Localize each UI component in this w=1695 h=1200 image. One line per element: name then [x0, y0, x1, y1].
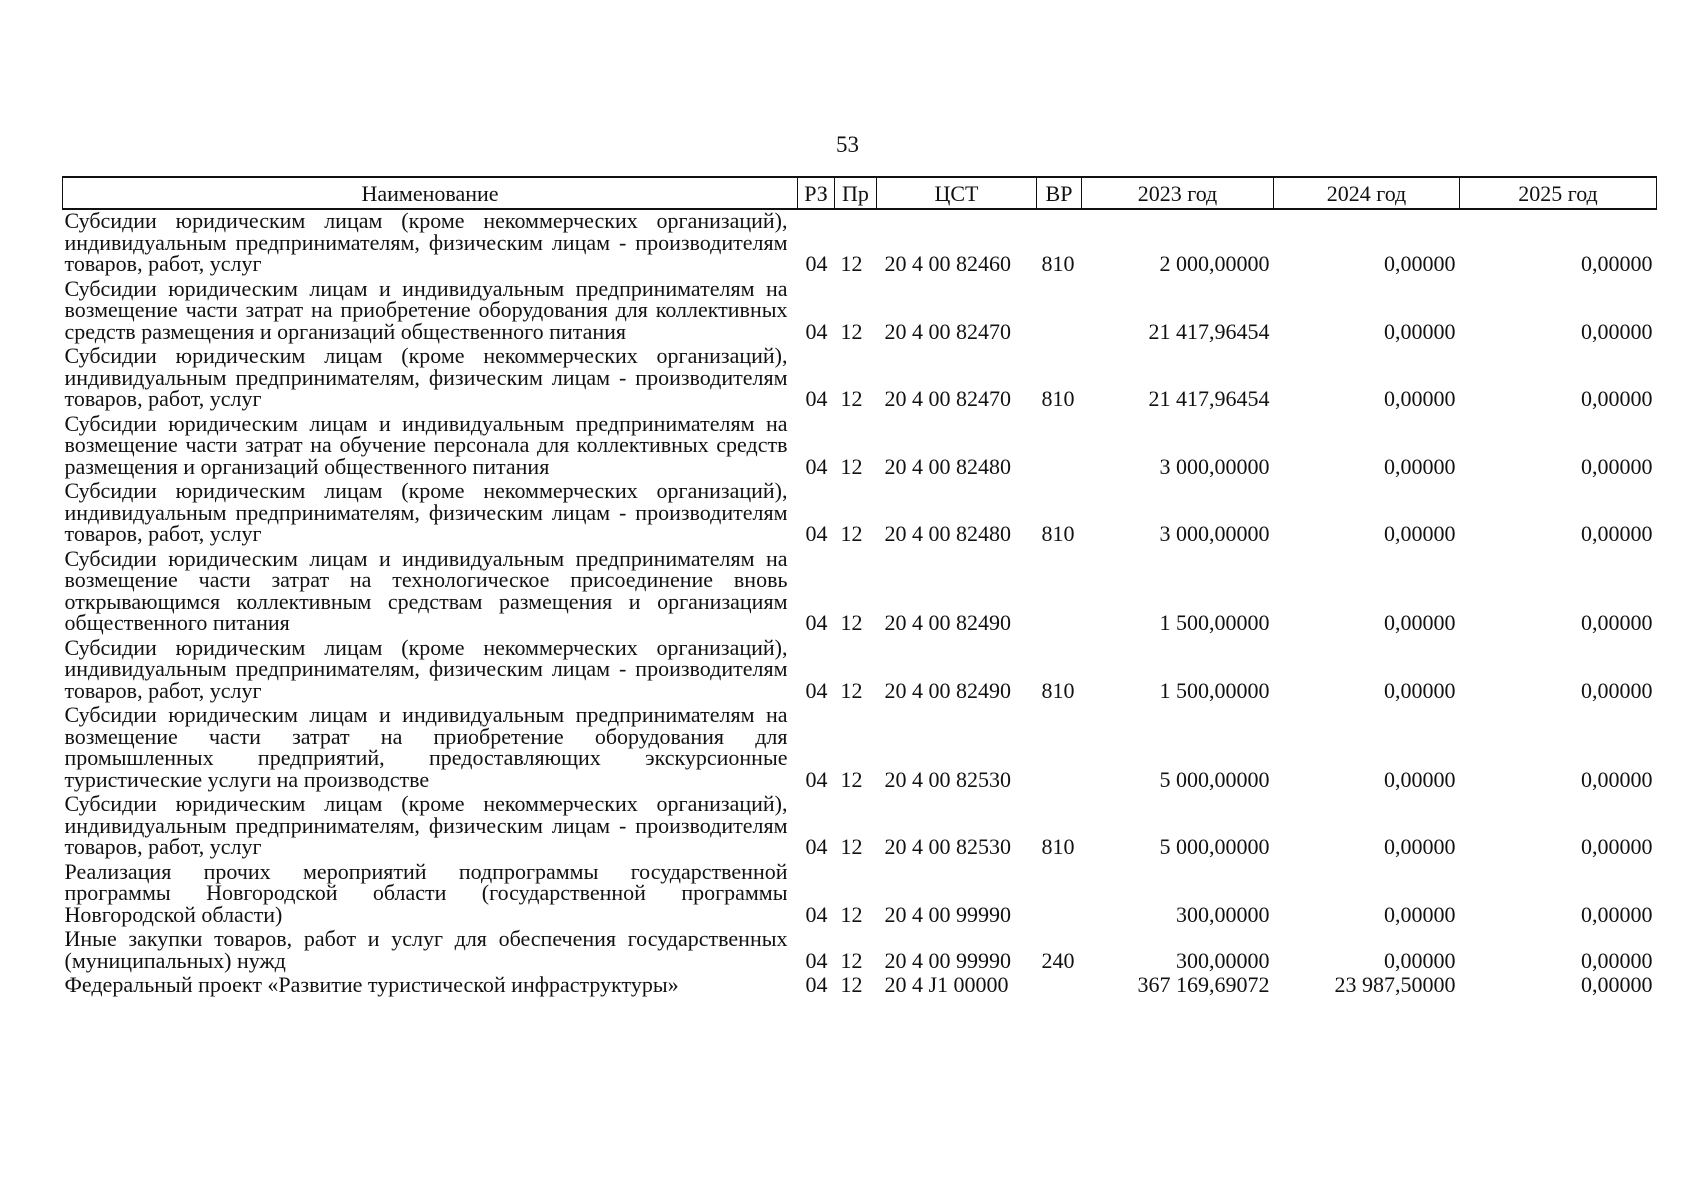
- cell-2023: 1 500,00000: [1159, 610, 1270, 635]
- table-row: [63, 413, 1657, 481]
- cell-2025: 0,00000: [1581, 947, 1653, 973]
- cell-pr: 12: [840, 947, 863, 973]
- cell-vr: 240: [1041, 947, 1075, 973]
- cell-2023: 1 500,00000: [1159, 677, 1270, 703]
- cell-name: Субсидии юридическим лицам (кроме некоммерческих организаций), индивидуальным предпринимателям, физическим лицам - производителям товаров, работ, услуг: [64, 791, 788, 859]
- cell-pr: 12: [840, 901, 863, 927]
- cell-vr: [1037, 704, 1082, 793]
- cell-pr: 12: [840, 386, 863, 411]
- cell-2023: 2 000,00000: [1159, 251, 1270, 276]
- cell-rz: 04: [805, 901, 828, 927]
- cell-2025: 0,00000: [1581, 453, 1653, 479]
- cell-rz: 04: [805, 386, 828, 411]
- table-row: [63, 974, 1657, 999]
- table-row: [63, 345, 1657, 413]
- cell-cst: 20 4 00 99990: [884, 901, 1011, 927]
- cell-2024: 0,00000: [1384, 521, 1456, 546]
- table-row: [63, 278, 1657, 346]
- cell-name: Федеральный проект «Развитие туристической инфраструктуры»: [64, 972, 679, 997]
- cell-vr: 810: [1041, 677, 1075, 703]
- cell-2023: 300,00000: [1176, 947, 1270, 973]
- cell-2025: 0,00000: [1581, 834, 1653, 859]
- table-row: [63, 637, 1657, 705]
- cell-2025: 0,00000: [1581, 251, 1653, 276]
- cell-2025: 0,00000: [1581, 318, 1653, 344]
- cell-name: Реализация прочих мероприятий подпрограммы государственной программы Новгородской области (государственной программы Новгородской области): [64, 858, 788, 927]
- cell-2023: 3 000,00000: [1159, 521, 1270, 546]
- cell-name: Субсидии юридическим лицам и индивидуальным предпринимателям на возмещение части затрат на технологическое присоединение вновь открывающимся коллективным средствам размещения и организациям общественного питания: [64, 545, 788, 635]
- cell-rz: 04: [805, 251, 828, 276]
- header-2024: 2024 год: [1274, 177, 1460, 209]
- cell-rz: 04: [805, 766, 828, 792]
- header-2023: 2023 год: [1082, 177, 1274, 209]
- header-pr: Пр: [835, 177, 877, 209]
- cell-cst: 20 4 00 82480: [884, 521, 1011, 546]
- cell-rz: 04: [805, 453, 828, 479]
- cell-vr: [1037, 861, 1082, 929]
- cell-name: Субсидии юридическим лицам и индивидуальным предпринимателям на возмещение части затрат на обучение персонала для коллективных средств размещения и организаций общественного питания: [64, 410, 788, 479]
- cell-2023: 3 000,00000: [1159, 453, 1270, 479]
- cell-vr: 810: [1041, 834, 1075, 859]
- cell-pr: 12: [840, 834, 863, 859]
- cell-2025: 0,00000: [1581, 901, 1653, 927]
- cell-2025: 0,00000: [1581, 766, 1653, 792]
- cell-cst: 20 4 00 82470: [884, 386, 1011, 411]
- cell-pr: 12: [840, 318, 863, 344]
- cell-cst: 20 4 00 82530: [884, 766, 1011, 792]
- table-body: [63, 209, 1657, 999]
- cell-2023: 21 417,96454: [1148, 386, 1270, 411]
- cell-2024: 0,00000: [1384, 834, 1456, 859]
- cell-2023: 367 169,69072: [1137, 972, 1270, 997]
- cell-vr: 810: [1041, 386, 1075, 411]
- budget-table: [62, 176, 1657, 999]
- cell-2024: 0,00000: [1384, 766, 1456, 792]
- cell-2023: 300,00000: [1176, 901, 1270, 927]
- cell-2024: 0,00000: [1384, 453, 1456, 479]
- cell-2024: 0,00000: [1384, 386, 1456, 411]
- cell-cst: 20 4 00 82530: [884, 834, 1011, 859]
- cell-vr: 810: [1041, 251, 1075, 276]
- cell-rz: 04: [805, 318, 828, 344]
- cell-cst: 20 4 J1 00000: [884, 972, 1009, 997]
- cell-2025: 0,00000: [1581, 610, 1653, 635]
- table-row: [63, 861, 1657, 929]
- cell-2025: 0,00000: [1581, 521, 1653, 546]
- cell-2024: 0,00000: [1384, 318, 1456, 344]
- cell-2025: 0,00000: [1581, 386, 1653, 411]
- table-row: [63, 704, 1657, 793]
- cell-2024: 0,00000: [1384, 610, 1456, 635]
- cell-2025: 0,00000: [1581, 677, 1653, 703]
- cell-name: Субсидии юридическим лицам (кроме некоммерческих организаций), индивидуальным предпринимателям, физическим лицам - производителям товаров, работ, услуг: [64, 478, 788, 546]
- table-row: [63, 793, 1657, 861]
- cell-rz: 04: [805, 610, 828, 635]
- cell-name: Субсидии юридическим лицам (кроме некоммерческих организаций), индивидуальным предпринимателям, физическим лицам - производителям товаров, работ, услуг: [64, 208, 788, 276]
- cell-2023: 5 000,00000: [1159, 834, 1270, 859]
- cell-cst: 20 4 00 82490: [884, 677, 1011, 703]
- table-row: [63, 209, 1657, 278]
- cell-rz: 04: [805, 677, 828, 703]
- cell-cst: 20 4 00 82480: [884, 453, 1011, 479]
- cell-2023: 5 000,00000: [1159, 766, 1270, 792]
- cell-vr: [1037, 413, 1082, 481]
- cell-pr: 12: [840, 453, 863, 479]
- cell-vr: 810: [1041, 521, 1075, 546]
- cell-cst: 20 4 00 82460: [884, 251, 1011, 276]
- cell-2024: 0,00000: [1384, 251, 1456, 276]
- cell-pr: 12: [840, 521, 863, 546]
- cell-vr: [1037, 974, 1082, 999]
- cell-cst: 20 4 00 82490: [884, 610, 1011, 635]
- cell-2024: 0,00000: [1384, 947, 1456, 973]
- header-cst: ЦСТ: [877, 177, 1037, 209]
- cell-rz: 04: [805, 834, 828, 859]
- cell-2023: 21 417,96454: [1148, 318, 1270, 344]
- cell-name: Субсидии юридическим лицам (кроме некоммерческих организаций), индивидуальным предпринимателям, физическим лицам - производителям товаров, работ, услуг: [64, 634, 788, 703]
- cell-name: Субсидии юридическим лицам и индивидуальным предпринимателям на возмещение части затрат на приобретение оборудования для промышленных предприятий, предоставляющих экскурсионные туристические услуги на производстве: [64, 702, 788, 792]
- cell-pr: 12: [840, 972, 863, 997]
- cell-cst: 20 4 00 99990: [884, 947, 1011, 973]
- header-vr: ВР: [1037, 177, 1082, 209]
- cell-rz: 04: [805, 947, 828, 973]
- cell-vr: [1037, 548, 1082, 637]
- table-row: [63, 480, 1657, 548]
- cell-vr: [1037, 278, 1082, 346]
- cell-pr: 12: [840, 251, 863, 276]
- cell-2024: 0,00000: [1384, 677, 1456, 703]
- header-rz: РЗ: [798, 177, 835, 209]
- cell-cst: 20 4 00 82470: [884, 318, 1011, 344]
- cell-rz: 04: [805, 521, 828, 546]
- cell-rz: 04: [805, 972, 828, 997]
- cell-name: Субсидии юридическим лицам (кроме некоммерческих организаций), индивидуальным предпринимателям, физическим лицам - производителям товаров, работ, услуг: [64, 343, 788, 411]
- header-2025: 2025 год: [1460, 177, 1657, 209]
- table-row: [63, 548, 1657, 637]
- cell-pr: 12: [840, 610, 863, 635]
- cell-2024: 0,00000: [1384, 901, 1456, 927]
- cell-name: Иные закупки товаров, работ и услуг для обеспечения государственных (муниципальных) нужд: [64, 926, 788, 973]
- cell-pr: 12: [840, 766, 863, 792]
- table-header: [63, 177, 1657, 209]
- cell-name: Субсидии юридическим лицам и индивидуальным предпринимателям на возмещение части затрат на приобретение оборудования для коллективных средств размещения и организаций общественного питания: [64, 275, 788, 344]
- cell-2025: 0,00000: [1581, 972, 1653, 997]
- page-number: 53: [836, 132, 859, 157]
- header-name: Наименование: [63, 177, 798, 209]
- cell-2024: 23 987,50000: [1334, 972, 1456, 997]
- table-row: [63, 928, 1657, 974]
- cell-pr: 12: [840, 677, 863, 703]
